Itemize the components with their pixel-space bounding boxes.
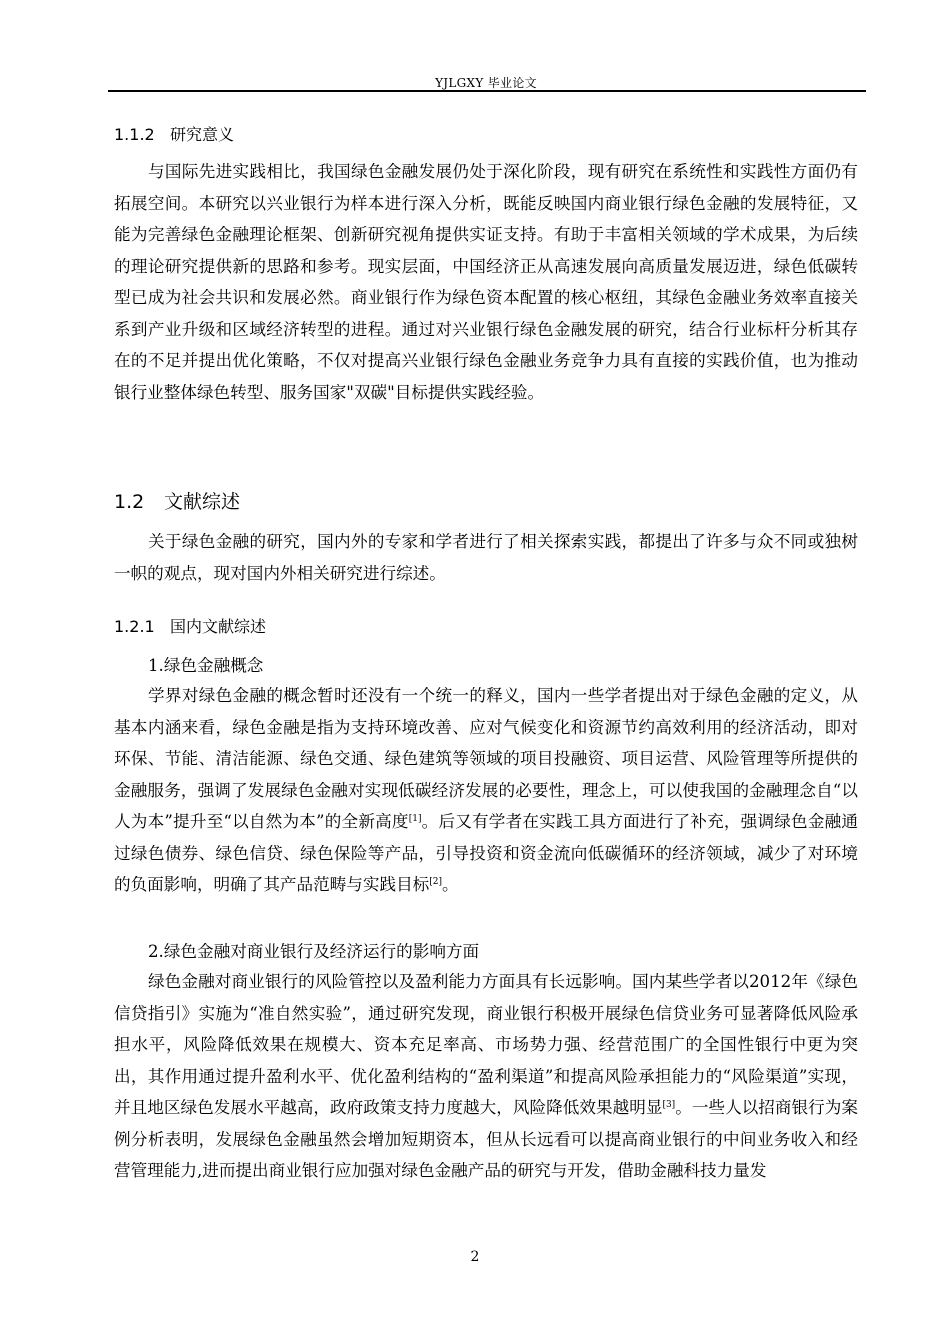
section-1-2-heading — [114, 487, 240, 514]
section-1-1-2-heading — [114, 122, 234, 145]
paragraph-research-significance: 与国际先进实践相比，我国绿色金融发展仍处于深化阶段，现有研究在系统性和实践性方面仍有拓展空间。本研究以兴业银行为样本进行深入分析，既能反映国内商业银行绿色金融的发展特征，又能为完善绿色金融理论框架、创新研究视角提供实证支持。有助于丰富相关领域的学术成果，为后续的理论研究提供新的思路和参考。现实层面，中国经济正从高速发展向高质量发展迈进，绿色低碳转型已成为社会共识和发展必然。商业银行作为绿色资本配置的核心枢纽，其绿色金融业务效率直接关系到产业升级和区域经济转型的进程。通过对兴业银行绿色金融发展的研究，结合行业标杆分析其存在的不足并提出优化策略，不仅对提高兴业银行绿色金融业务竞争力具有直接的实践价值，也为推动银行业整体绿色转型、服务国家"双碳"目标提供实践经验。 — [114, 162, 858, 402]
header-title: YJLGXY 毕业论文 — [435, 76, 537, 90]
section-1-2-1-heading — [114, 614, 266, 637]
citation-2: [2] — [429, 877, 443, 887]
header-rule — [108, 90, 866, 92]
text-run: 绿色金融对商业银行的风险管控以及盈利能力方面具有长远影响。国内某些学者以2012年《绿色信贷指引》实施为“准自然实验”，通过研究发现，商业银行积极开展绿色信贷业务可显著降低风险承担水平，风险降低效果在规模大、资本充足率高、市场势力强、经营范围广的全国性银行中更为突出，其作用通过提升盈利水平、优化盈利结构的“盈利渠道”和提高风险承担能力的“风险渠道”实现，并且地区绿色发展水平越高，政府政策支持力度越大，风险降低效果越明显 — [114, 972, 858, 1117]
subsection-1-title: 1.绿色金融概念 — [148, 656, 264, 675]
section-number: 1.2.1 — [114, 617, 155, 636]
text-run: 。一些人以招商银行为案例分析表明，发展绿色金融虽然会增加短期资本，但从长远看可以提高商业银行的中间业务收入和经营管理能力,进而提出商业银行应加强对绿色金融产品的研究与开发，借助金融科技力量发 — [114, 1098, 858, 1180]
citation-1: [1] — [408, 814, 422, 824]
section-title: 研究意义 — [170, 125, 235, 144]
section-number: 1.1.2 — [114, 125, 155, 144]
subsection-2-title: 2.绿色金融对商业银行及经济运行的影响方面 — [148, 942, 480, 961]
section-title: 文献综述 — [164, 491, 241, 513]
section-number: 1.2 — [114, 491, 145, 513]
citation-3: [3] — [662, 1100, 676, 1110]
text-run: 。后又有学者在实践工具方面进行了补充，强调绿色金融通过绿色债券、绿色信贷、绿色保险等产品，引导投资和资金流向低碳循环的经济领域，减少了对环境的负面影响，明确了其产品范畴与实践目标 — [114, 812, 859, 894]
paragraph-green-finance-concept — [114, 680, 858, 901]
section-title: 国内文献综述 — [170, 617, 267, 636]
paragraph-literature-intro: 关于绿色金融的研究，国内外的专家和学者进行了相关探索实践，都提出了许多与众不同或独树一帜的观点，现对国内外相关研究进行综述。 — [114, 532, 858, 583]
paragraph-bank-impact — [114, 966, 858, 1187]
page-number: 2 — [470, 1249, 480, 1265]
text-run: 。 — [442, 875, 459, 894]
text-run: 学界对绿色金融的概念暂时还没有一个统一的释义，国内一些学者提出对于绿色金融的定义，从基本内涵来看，绿色金融是指为支持环境改善、应对气候变化和资源节约高效利用的经济活动，即对环保、节能、清洁能源、绿色交通、绿色建筑等领域的项目投融资、项目运营、风险管理等所提供的金融服务，强调了发展绿色金融对实现低碳经济发展的必要性，理念上，可以使我国的金融理念自“以人为本”提升至“以自然为本”的全新高度 — [114, 686, 858, 831]
